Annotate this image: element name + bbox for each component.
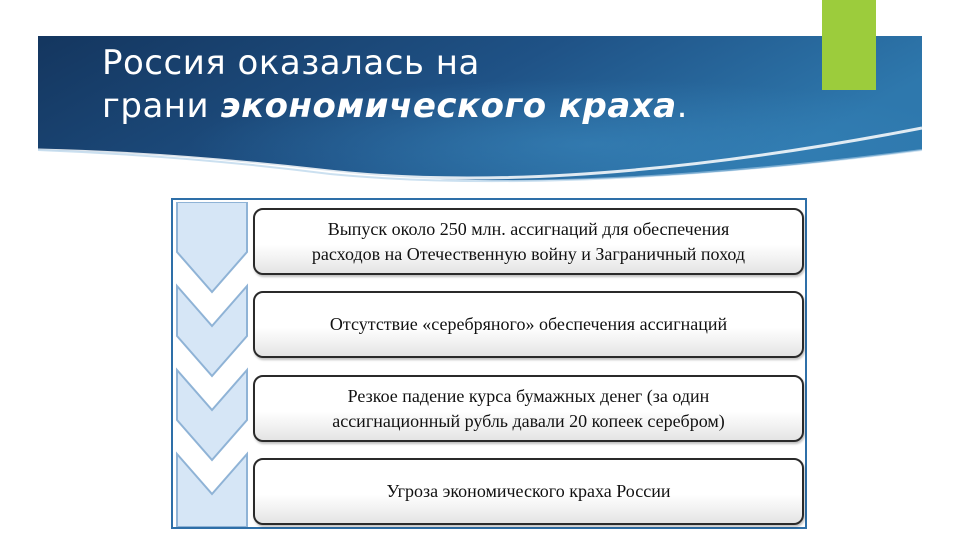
step-text-3: Резкое падение курса бумажных денег (за один ассигнационный рубль давали 20 копеек серебром)	[332, 385, 725, 431]
slide-title	[102, 42, 688, 128]
step-text-1: Выпуск около 250 млн. ассигнаций для обеспечения расходов на Отечественную войну и Заграничный поход	[311, 218, 746, 264]
title-line-2-suffix: .	[676, 86, 688, 126]
step-box-3	[253, 375, 804, 442]
step-text-4: Угроза экономического краха России	[386, 481, 671, 501]
title-line-2-prefix: грани	[102, 86, 221, 126]
step-box-4	[253, 458, 804, 525]
step-text-2: Отсутствие «серебряного» обеспечения ассигнаций	[329, 314, 728, 334]
chevron-arrow-2	[177, 286, 247, 376]
step-box-2	[253, 291, 804, 358]
title-line-1: Россия оказалась на	[102, 43, 480, 83]
title-emphasis: экономического краха	[220, 86, 677, 126]
step-box-1	[253, 208, 804, 275]
chevron-arrow-1	[177, 202, 247, 292]
chevron-arrow-4	[177, 454, 247, 527]
chevron-arrow-3	[177, 370, 247, 460]
process-diagram	[171, 198, 807, 529]
accent-bar	[822, 0, 876, 90]
